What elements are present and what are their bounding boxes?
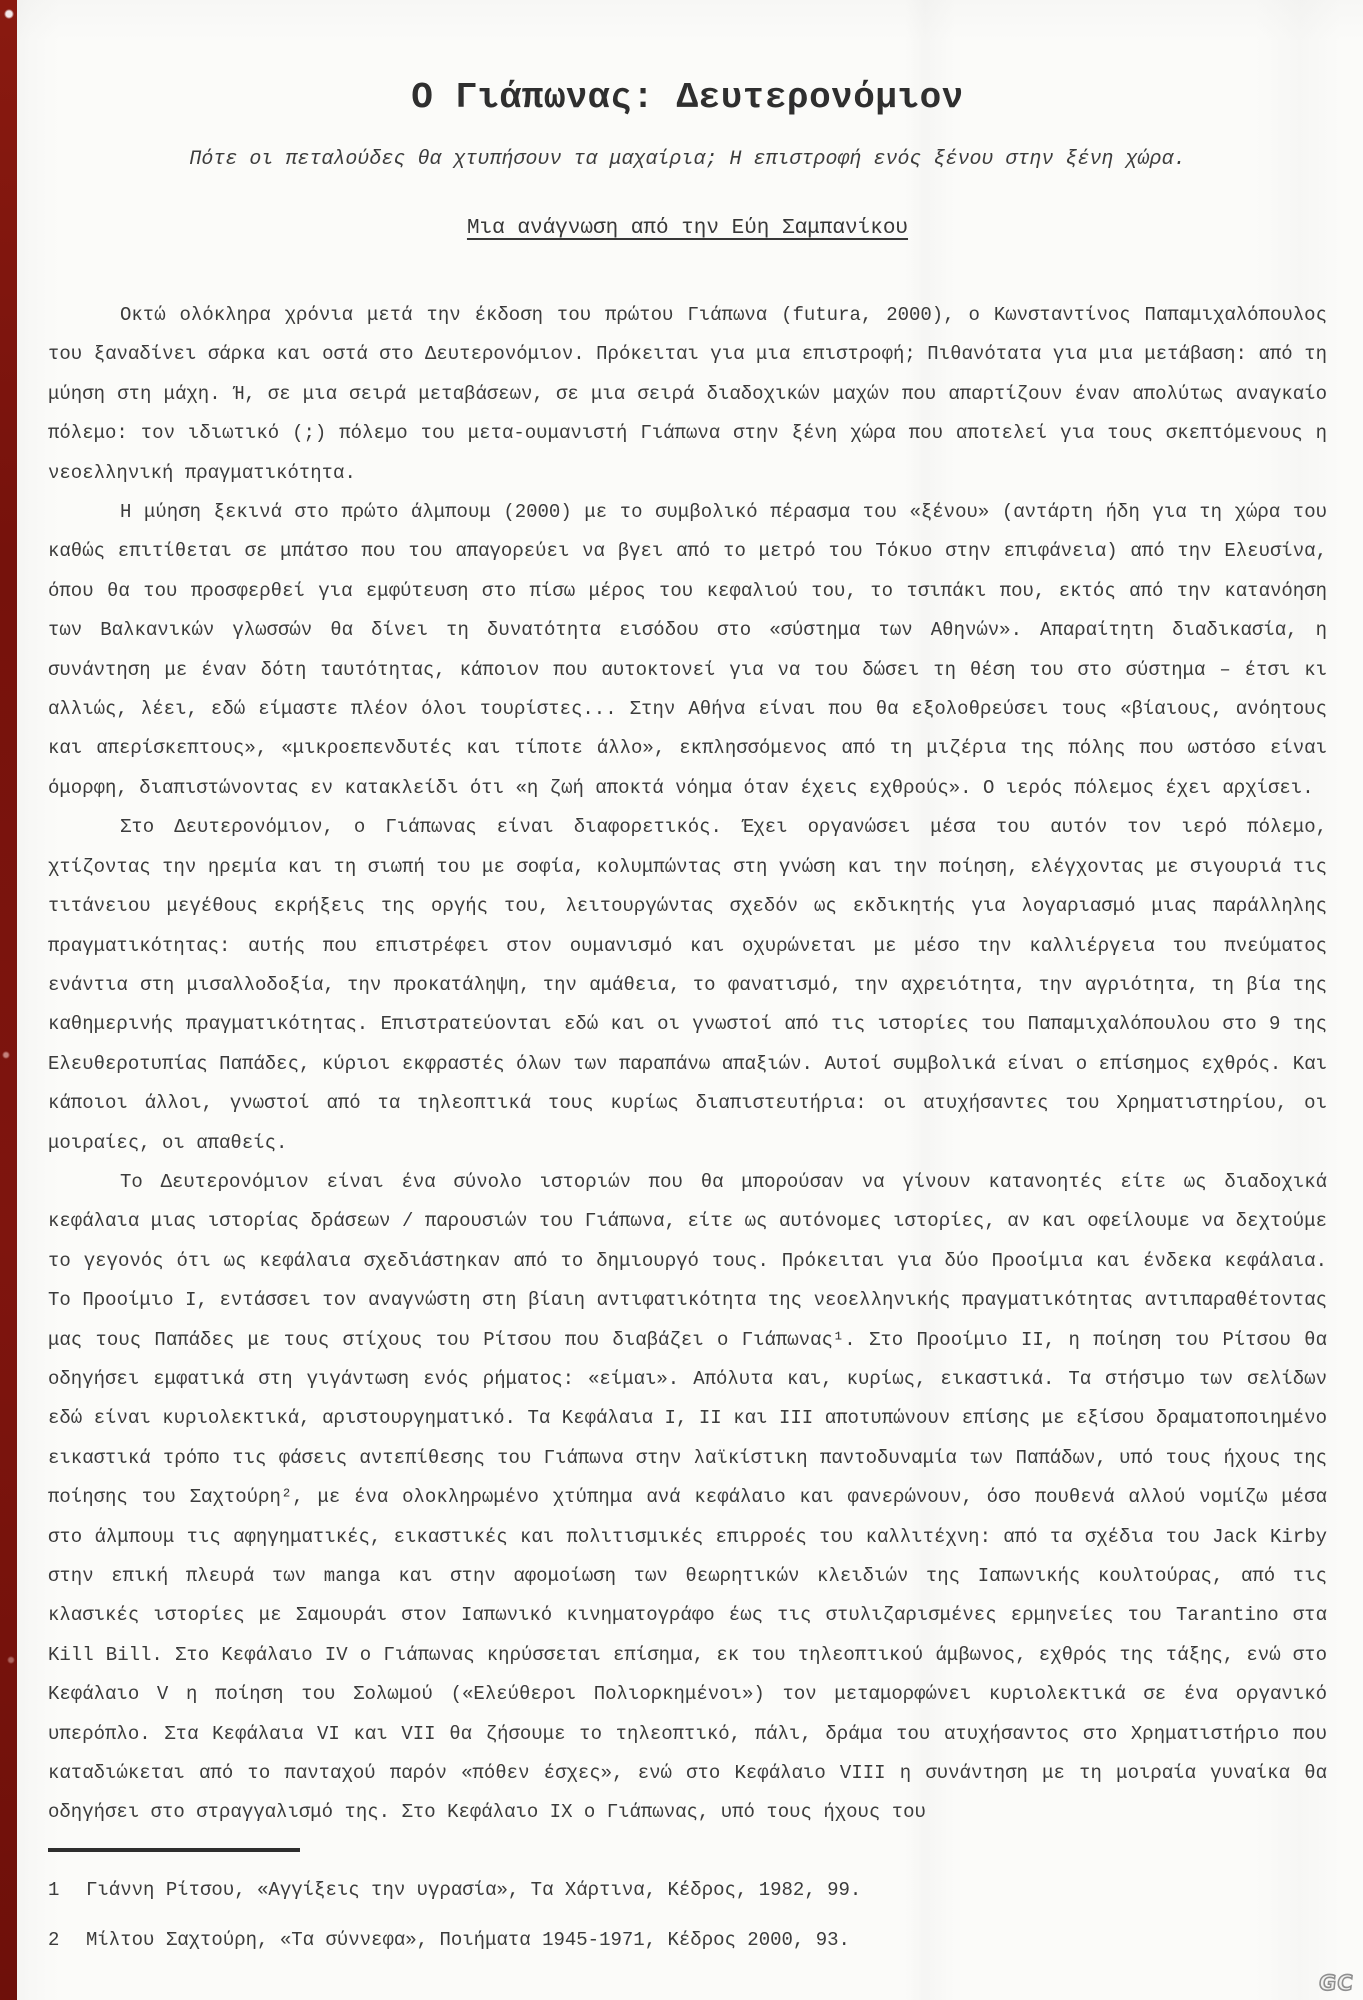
footnote-number: 1 [48, 1879, 60, 1901]
article-paragraph: Οκτώ ολόκληρα χρόνια μετά την έκδοση του πρώτου Γιάπωνα (futura, 2000), ο Κωνσταντίνος Παπαμιχαλόπουλος του ξαναδίνει σάρκα και οστά στο Δευτερονόμιον. Πρόκειται για μια επιστροφή; Πιθανότατα για μια μετάβαση: από τη μύηση στη μάχη. Ή, σε μια σειρά μεταβάσεων, σε μια σειρά διαδοχικών μαχών που απαρτίζουν έναν απολύτως αναγκαίο πόλεμο: τον ιδιωτικό (;) πόλεμο του μετα-ουμανιστή Γιάπωνα στην ξένη χώρα που αποτελεί για τους σκεπτόμενους η νεοελληνική πραγματικότητα. [48, 304, 1327, 484]
page-title: Ο Γιάπωνας: Δευτερονόμιον [411, 77, 964, 118]
article-paragraph: Στο Δευτερονόμιον, ο Γιάπωνας είναι διαφορετικός. Έχει οργανώσει μέσα του αυτόν τον ιερό πόλεμο, χτίζοντας την ηρεμία και τη σιωπή του με σοφία, κολυμπώντας στη γνώση και την ποίηση, ελέγχοντας με σιγουριά τις τιτάνειου μεγέθους εκρήξεις της οργής του, λειτουργώντας σχεδόν ως εκδικητής για λογαριασμό μιας παράλληλης πραγματικότητας: αυτής που επιστρέφει στον ουμανισμό και οχυρώνεται με μέσο την καλλιέργεια του πνεύματος ενάντια στη μισαλλοδοξία, την προκατάληψη, την αμάθεια, το φανατισμό, την αχρειότητα, την αγριότητα, τη βία της καθημερινής πραγματικότητας. Επιστρατεύονται εδώ και οι γνωστοί από τις ιστορίες του Παπαμιχαλόπουλου στο 9 της Ελευθεροτυπίας Παπάδες, κύριοι εκφραστές όλων των παραπάνω απαξιών. Αυτοί συμβολικά είναι ο επίσημος εχθρός. Και κάποιοι άλλοι, γνωστοί από τα τηλεοπτικά τους κυρίως διαπιστευτήρια: οι ατυχήσαντες του Χρηματιστηρίου, οι μοιραίες, οι απαθείς. [48, 816, 1327, 1154]
book-spine-edge [0, 0, 17, 2000]
article-paragraph: Το Δευτερονόμιον είναι ένα σύνολο ιστοριών που θα μπορούσαν να γίνουν κατανοητές είτε ως διαδοχικά κεφάλαια μιας ιστορίας δράσεων / παρουσιών του Γιάπωνα, είτε ως αυτόνομες ιστορίες, αν και οφείλουμε να δεχτούμε το γεγονός ότι ως κεφάλαια σχεδιάστηκαν από το δημιουργό τους. Πρόκειται για δύο Προοίμια και ένδεκα κεφάλαια. Το Προοίμιο Ι, εντάσσει τον αναγνώστη στη βίαιη αντιφατικότητα της νεοελληνικής πραγματικότητας αντιπαραθέτοντας μας τους Παπάδες με τους στίχους του Ρίτσου που διαβάζει ο Γιάπωνας¹. Στο Προοίμιο ΙΙ, η ποίηση του Ρίτσου θα οδηγήσει εμφατικά στη γιγάντωση ενός ρήματος: «είμαι». Απόλυτα και, κυρίως, εικαστικά. Τα στήσιμο των σελίδων εδώ είναι κυριολεκτικά, αριστουργηματικό. Τα Κεφάλαια Ι, ΙΙ και ΙΙΙ αποτυπώνουν επίσης με εξίσου δραματοποιημένο εικαστικά τρόπο τις φάσεις αντεπίθεσης του Γιάπωνα στην λαϊκίστικη παντοδυναμία των Παπάδων, υπό τους ήχους της ποίησης του Σαχτούρη², με ένα ολοκληρωμένο χτύπημα ανά κεφάλαιο και φανερώνουν, όσο πουθενά αλλού νομίζω μέσα στο άλμπουμ τις αφηγηματικές, εικαστικές και πολιτισμικές επιρροές του καλλιτέχνη: από τα σχέδια του Jack Kirby στην επική πλευρά των manga και στην αφομοίωση των θεωρητικών κλειδιών της Ιαπωνικής κουλτούρας, από τις κλασικές ιστορίες με Σαμουράι στον Ιαπωνικό κινηματογράφο έως τις στυλιζαρισμένες ερμηνείες του Tarantino στα Kill Bill. Στο Κεφάλαιο IV ο Γιάπωνας κηρύσσεται επίσημα, εκ του τηλεοπτικού άμβωνος, εχθρός της τάξης, ενώ στο Κεφάλαιο V η ποίηση του Σολωμού («Ελεύθεροι Πολιορκημένοι») τον μεταμορφώνει κυριολεκτικά σε ένα οργανικό υπερόπλο. Στα Κεφάλαια VI και VII θα ζήσουμε το τηλεοπτικό, πάλι, δράμα του ατυχήσαντος στο Χρηματιστήριο που καταδιώκεται από το πανταχού παρόν «πόθεν έσχες», ενώ στο Κεφάλαιο VIII η συνάντηση με τη μοιραία γυναίκα θα οδηγήσει στο στραγγαλισμό της. Στο Κεφάλαιο ΙΧ ο Γιάπωνας, υπό τους ήχους του [48, 1170, 1327, 1824]
footnotes-section [48, 1848, 1327, 1976]
footnote-number: 2 [48, 1929, 60, 1951]
article-body [48, 296, 1327, 1833]
footnote [48, 1876, 1327, 1904]
footnote-divider [48, 1848, 300, 1852]
article-paragraph: Η μύηση ξεκινά στο πρώτο άλμπουμ (2000) με το συμβολικό πέρασμα του «ξένου» (αντάρτη ήδη για τη χώρα του καθώς επιτίθεται σε μπάτσο που του απαγορεύει να βγει από το μετρό του Τόκυο στην επιφάνεια) από την Ελευσίνα, όπου θα του προσφερθεί για εμφύτευση στο πίσω μέρος του κεφαλιού του, το τσιπάκι που, εκτός από την κατανόηση των Βαλκανικών γλωσσών θα δίνει τη δυνατότητα εισόδου στο «σύστημα των Αθηνών». Απαραίτητη διαδικασία, η συνάντηση με έναν δότη ταυτότητας, κάποιον που αυτοκτονεί για να του δώσει τη θέση του στο σύστημα – έτσι κι αλλιώς, λέει, εδώ είμαστε πλέον όλοι τουρίστες... Στην Αθήνα είναι που θα εξολοθρεύσει τους «βίαιους, ανόητους και απερίσκεπτους», «μικροεπενδυτές και τίποτε άλλο», εκπλησσόμενος από τη μιζέρια της πόλης που ωστόσο είναι όμορφη, διαπιστώνοντας εν κατακλείδι ότι «η ζωή αποκτά νόημα όταν έχεις εχθρούς». Ο ιερός πόλεμος έχει αρχίσει. [48, 501, 1327, 799]
footnote-text: Γιάννη Ρίτσου, «Αγγίξεις την υγρασία», Τα Χάρτινα, Κέδρος, 1982, 99. [86, 1879, 862, 1901]
article-byline: Μια ανάγνωση από την Εύη Σαμπανίκου [466, 217, 909, 240]
article-subtitle: Πότε οι πεταλούδες θα χτυπήσουν τα μαχαίρια; Η επιστροφή ενός ξένου στην ξένη χώρα. [189, 148, 1186, 171]
gc-logo: GC [1318, 1971, 1356, 1995]
footnote-text: Μίλτου Σαχτούρη, «Τα σύννεφα», Ποιήματα 1945-1971, Κέδρος 2000, 93. [86, 1929, 850, 1951]
footnote [48, 1926, 1327, 1954]
